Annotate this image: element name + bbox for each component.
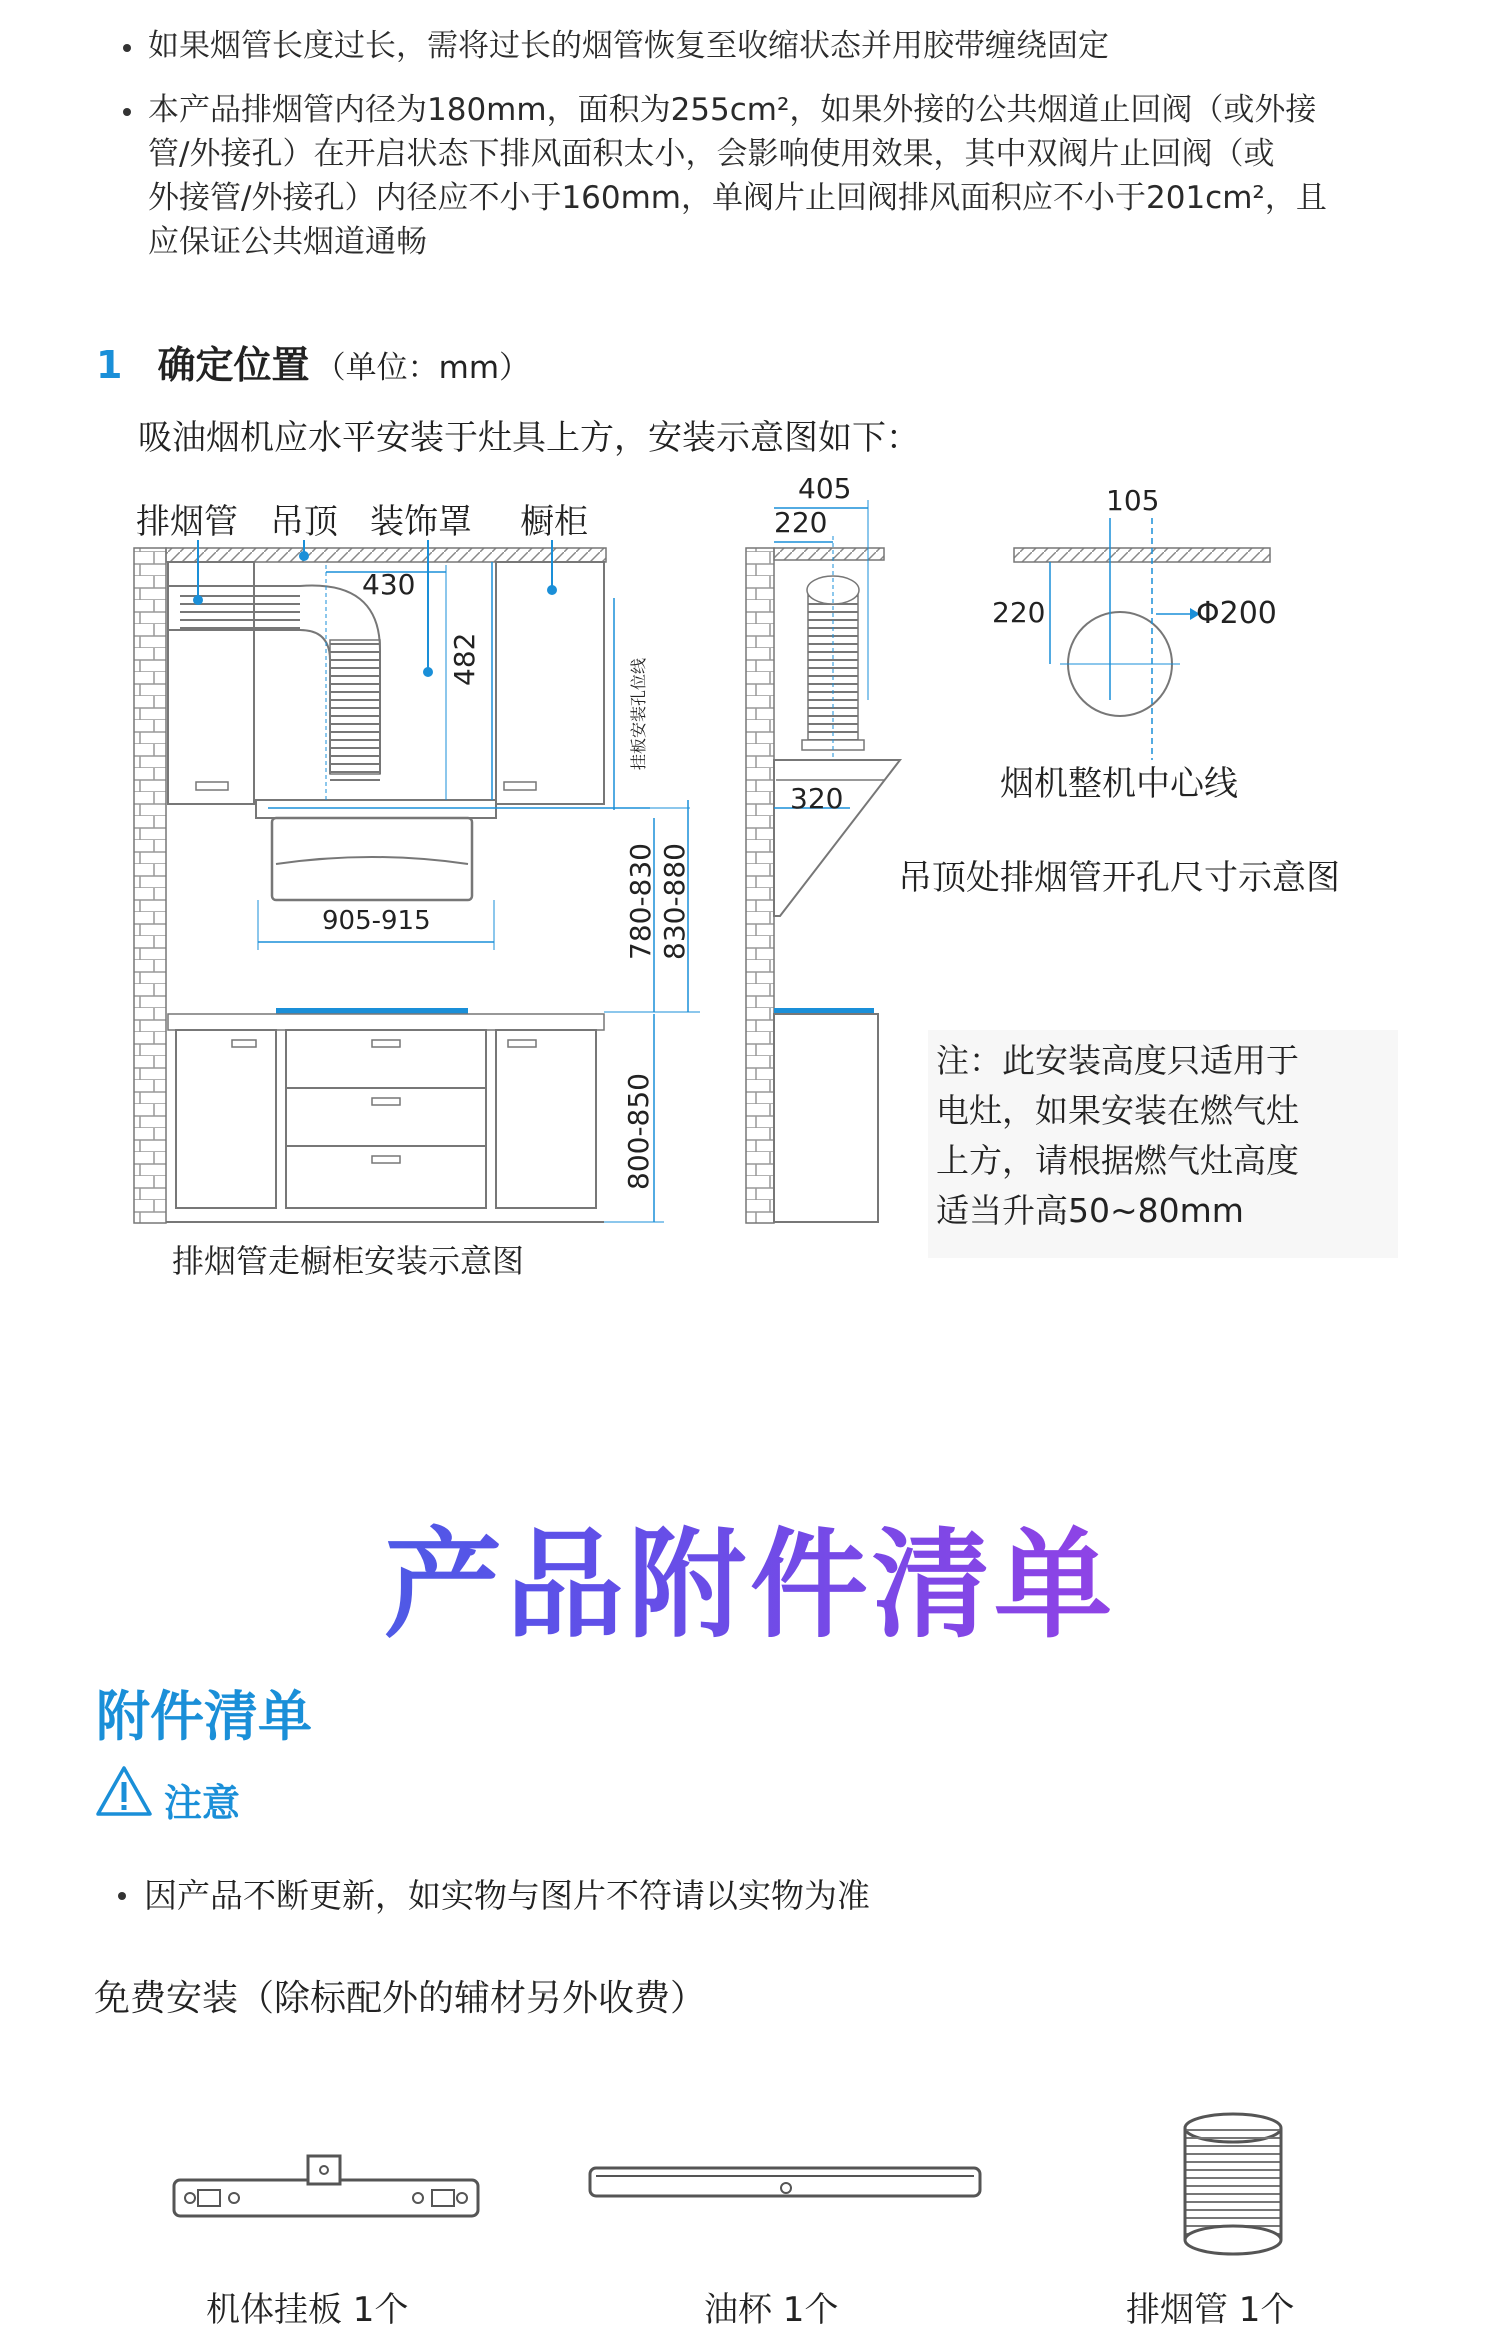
section-subtitle: 吸油烟机应水平安装于灶具上方，安装示意图如下： — [138, 418, 920, 458]
note-line-2: 电灶，如果安装在燃气灶 — [936, 1091, 1299, 1130]
accessories-bullet: 因产品不断更新，如实物与图片不符请以实物为准 — [144, 1876, 870, 1915]
section-title: 确定位置 — [157, 343, 310, 387]
item-label-bracket: 机体挂板 1个 — [206, 2290, 409, 2330]
accessories-big-title: 产品附件清单 — [0, 1490, 1500, 1660]
dim-220-right: 220 — [992, 596, 1046, 629]
intro-bullet-1: 如果烟管长度过长，需将过长的烟管恢复至收缩状态并用胶带缠绕固定 — [148, 28, 1109, 64]
label-ceiling: 吊顶 — [270, 502, 338, 542]
label-exhaust-pipe: 排烟管 — [136, 502, 238, 542]
dim-phi-200: Φ200 — [1196, 596, 1277, 631]
dim-320: 320 — [790, 782, 844, 815]
free-install-note: 免费安装（除标配外的辅材另外收费） — [94, 1978, 707, 2019]
section-number: 1 — [96, 343, 123, 387]
note-box — [928, 1030, 1398, 1258]
dim-220-side: 220 — [774, 506, 828, 539]
note-line-3: 上方，请根据燃气灶高度 — [936, 1141, 1299, 1180]
dim-105: 105 — [1106, 484, 1160, 517]
section-unit: （单位：mm） — [314, 350, 531, 386]
bullet-dot — [118, 1892, 126, 1900]
dim-405: 405 — [798, 472, 852, 505]
intro-bullet-2-line2: 管/外接孔）在开启状态下排风面积太小，会影响使用效果，其中双阀片止回阀（或 — [148, 136, 1275, 172]
intro-bullet-2-line4: 应保证公共烟道通畅 — [148, 224, 427, 260]
label-decor-cover: 装饰罩 — [370, 502, 472, 542]
dim-482: 482 — [448, 632, 481, 686]
dim-430: 430 — [362, 568, 416, 601]
dim-780-830: 780-830 — [624, 843, 657, 960]
warning-icon — [94, 1764, 154, 1820]
note-line-1: 注：此安装高度只适用于 — [936, 1041, 1299, 1080]
attention-label: 注意 — [164, 1781, 241, 1825]
caption-left: 排烟管走橱柜安装示意图 — [172, 1242, 525, 1280]
item-label-oil-cup: 油杯 1个 — [704, 2290, 839, 2330]
accessories-heading: 附件清单 — [96, 1685, 312, 1748]
note-line-4: 适当升高50~80mm — [936, 1191, 1244, 1230]
exhaust-pipe-image — [1178, 2110, 1288, 2260]
item-label-pipe: 排烟管 1个 — [1126, 2290, 1295, 2330]
intro-bullet-2-line1: 本产品排烟管内径为180mm，面积为255cm²，如果外接的公共烟道止回阀（或外接 — [148, 92, 1317, 128]
dim-830-880: 830-880 — [658, 843, 691, 960]
dim-width: 905-915 — [322, 906, 431, 936]
caption-right: 吊顶处排烟管开孔尺寸示意图 — [898, 858, 1340, 898]
intro-bullet-2-line3: 外接管/外接孔）内径应不小于160mm，单阀片止回阀排风面积应不小于201cm²，且 — [148, 180, 1327, 216]
hole-line-note: 挂板安装孔位线 — [629, 657, 648, 770]
dim-800-850: 800-850 — [622, 1073, 655, 1190]
label-cabinet: 橱柜 — [520, 502, 588, 542]
wall-bracket-image — [168, 2150, 488, 2230]
oil-cup-image — [586, 2158, 986, 2208]
center-line-label: 烟机整机中心线 — [1000, 764, 1238, 804]
